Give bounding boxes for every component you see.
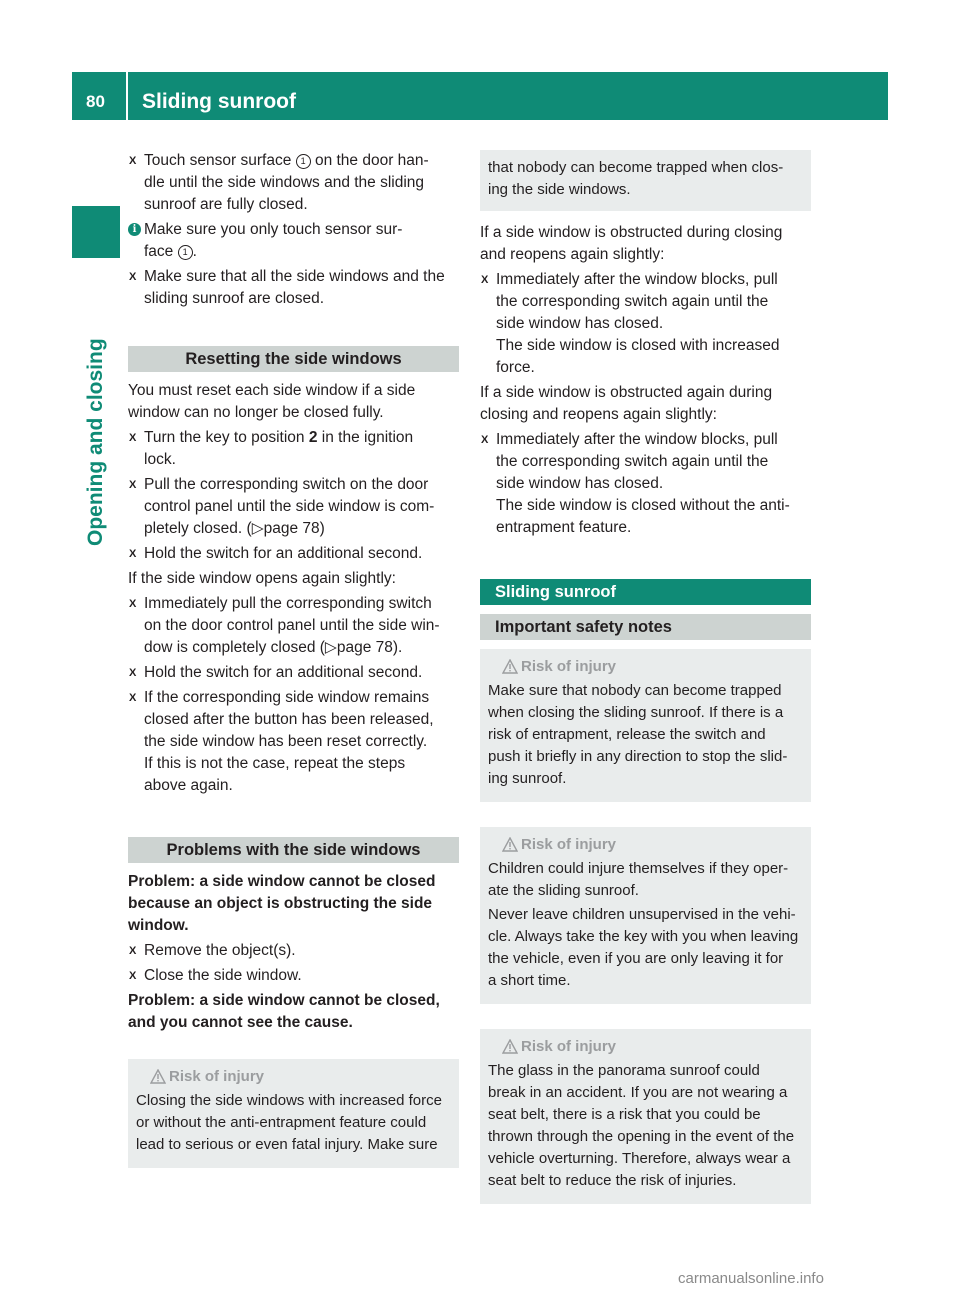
chapter-tab — [72, 206, 120, 258]
warning-heading: Risk of injury — [488, 1036, 803, 1058]
step-hold-switch: X Hold the switch for an additional second. — [128, 543, 459, 565]
step-arrow-icon: X — [129, 271, 137, 283]
step-touch-sensor: X Touch sensor surface 1 on the door han- dle until the side windows and the sliding sunroof are fully closed. — [129, 152, 429, 213]
step-check-closed: X Make sure that all the side windows and the sliding sunroof are closed. — [129, 268, 445, 307]
step-arrow-icon: X — [129, 155, 137, 167]
warning-box: Risk of injury Closing the side windows with increased force or without the anti-entrapment feature could lead to serious or even fatal injury. Make sure — [128, 1059, 459, 1168]
page-ref-link[interactable]: page 78) — [263, 520, 325, 537]
warning-triangle-icon — [502, 659, 518, 674]
warning-box-2: Risk of injury Children could injure themselves if they oper- ate the sliding sunroof. Never leave children unsupervised in the vehi- cle. Always take the key with you when leaving the vehicle, even if you are only leaving it for a short time. — [480, 827, 811, 1004]
step-arrow-icon: X — [129, 598, 137, 610]
warning-heading: Risk of injury — [488, 834, 803, 856]
step-arrow-icon: X — [129, 667, 137, 679]
step-pull-after-block-2: X Immediately after the window blocks, pull the corresponding switch again until the side window has closed. The side window is closed without the anti- entrapment feature. — [481, 431, 790, 536]
page-number: 80 — [86, 92, 105, 111]
page-ref-icon: ▷ — [324, 639, 337, 656]
problem-1-heading: Problem: a side window cannot be closed because an object is obstructing the side window. — [128, 873, 436, 934]
section-heading-problems: Problems with the side windows — [128, 837, 459, 863]
right-column — [480, 150, 811, 1204]
reset-paragraph-2: If the side window opens again slightly: — [128, 570, 396, 587]
info-note: i Make sure you only touch sensor sur- face 1 . — [128, 219, 459, 263]
warning-triangle-icon — [150, 1069, 166, 1084]
marker-1-icon: 1 — [178, 245, 193, 260]
problem-2-heading: Problem: a side window cannot be closed, and you cannot see the cause. — [128, 992, 440, 1031]
step-immediately-pull: X Immediately pull the corresponding switch on the door control panel until the side win- dow is completely closed (▷page 78). — [129, 595, 440, 656]
step-if-remains-closed: X If the corresponding side window remains closed after the button has been released, the side window has been reset correctly. If this is not the case, repeat the steps above again. — [129, 689, 434, 794]
page-header — [72, 72, 888, 120]
step-hold-switch-2: X Hold the switch for an additional second. — [128, 662, 459, 684]
page-ref-link[interactable]: page 78). — [336, 639, 403, 656]
warning-box-continued: that nobody can become trapped when clos- ing the side windows. — [480, 150, 811, 211]
page-ref-icon: ▷ — [251, 520, 264, 537]
step-arrow-icon: X — [129, 548, 137, 560]
step-turn-key: X Turn the key to position 2 in the ignition lock. — [129, 429, 414, 468]
step-arrow-icon: X — [129, 692, 137, 704]
step-arrow-icon: X — [129, 479, 137, 491]
page-title: Sliding sunroof — [142, 90, 296, 113]
marker-1-icon: 1 — [296, 154, 311, 169]
section-heading-sliding-sunroof: Sliding sunroof — [480, 579, 811, 605]
warning-triangle-icon — [502, 837, 518, 852]
warning-box-3: Risk of injury The glass in the panorama sunroof could break in an accident. If you are not wearing a seat belt, there is a risk that you could be thrown through the opening in the event of the vehicle overturning. Therefore, always wear a seat belt to reduce the risk of injuries. — [480, 1029, 811, 1204]
step-arrow-icon: X — [129, 945, 137, 957]
info-icon: i — [128, 223, 141, 236]
section-heading-reset: Resetting the side windows — [128, 346, 459, 372]
step-pull-after-block: X Immediately after the window blocks, pull the corresponding switch again until the side window has closed. The side window is closed with increased force. — [481, 271, 780, 376]
step-arrow-icon: X — [129, 970, 137, 982]
step-pull-switch: X Pull the corresponding switch on the door control panel until the side window is com- pletely closed. (▷page 78) — [129, 476, 435, 537]
step-arrow-icon: X — [129, 432, 137, 444]
reset-paragraph: You must reset each side window if a side window can no longer be closed fully. — [128, 382, 416, 421]
section-heading-safety: Important safety notes — [480, 614, 811, 640]
chapter-label: Opening and closing — [84, 338, 107, 546]
watermark: carmanualsonline.info — [678, 1270, 824, 1287]
obstructed-paragraph: If a side window is obstructed during closing and reopens again slightly: — [480, 224, 783, 263]
step-arrow-icon: X — [481, 274, 489, 286]
warning-heading: Risk of injury — [488, 656, 803, 678]
header-divider — [126, 72, 128, 120]
step-remove-object: X Remove the object(s). — [128, 940, 459, 962]
warning-triangle-icon — [502, 1039, 518, 1054]
step-arrow-icon: X — [481, 434, 489, 446]
warning-heading: Risk of injury — [136, 1066, 451, 1088]
left-column — [128, 150, 459, 1168]
obstructed-again-paragraph: If a side window is obstructed again during closing and reopens again slightly: — [480, 384, 773, 423]
step-close-window: X Close the side window. — [128, 965, 459, 987]
warning-box-1: Risk of injury Make sure that nobody can become trapped when closing the sliding sunroof. If there is a risk of entrapment, release the switch and push it briefly in any direction to stop the slid- ing sunroof. — [480, 649, 811, 802]
